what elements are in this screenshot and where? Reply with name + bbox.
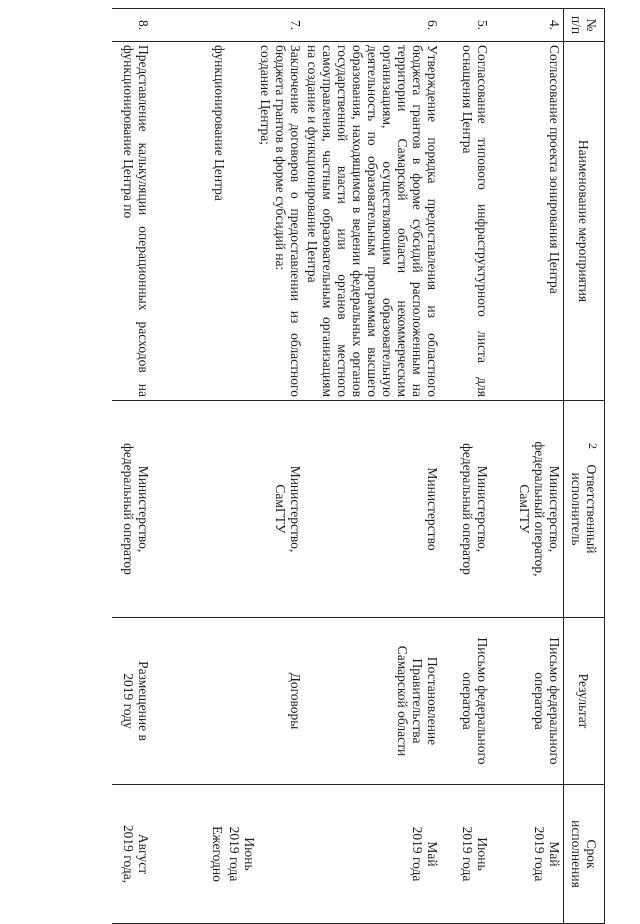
header-name: Наименование мероприятия bbox=[564, 42, 605, 401]
row-executor: Министерство, федеральный оператор, СамГТУ bbox=[491, 401, 564, 618]
row-result: Размещение в 2019 году bbox=[112, 618, 152, 785]
page-number: 2 bbox=[586, 443, 600, 449]
header-number bbox=[564, 9, 605, 42]
row-result: Договоры bbox=[152, 618, 304, 785]
table-row bbox=[491, 9, 564, 924]
row-executor: Министерство, федеральный оператор bbox=[112, 401, 152, 618]
table-row bbox=[112, 9, 152, 924]
row-name: Согласование проекта зонирования Центра bbox=[491, 42, 564, 401]
row-executor: Министерство, СамГТУ bbox=[152, 401, 304, 618]
table-header-row bbox=[564, 9, 605, 924]
rotated-page bbox=[70, 8, 605, 888]
row-name: Представление калькуляции операционных расходов на функционирование Центра по bbox=[112, 42, 152, 401]
row-result: Письмо федерального оператора bbox=[441, 618, 491, 785]
row-name-cell bbox=[152, 42, 304, 401]
header-number-text: № п/п bbox=[569, 15, 599, 35]
row-result: Письмо федерального оператора bbox=[491, 618, 564, 785]
header-deadline bbox=[564, 785, 605, 924]
row-deadline-sub-operate: Ежегодно bbox=[210, 826, 225, 882]
header-result: Результат bbox=[564, 618, 605, 785]
row-number: 7. bbox=[152, 9, 304, 42]
row-deadline: Август 2019 года, bbox=[112, 785, 152, 924]
row-name-sub-operate: функционирование Центра bbox=[212, 45, 227, 201]
events-table bbox=[112, 8, 605, 924]
row-executor: Министерство, федеральный оператор bbox=[441, 401, 491, 618]
row-number: 6. bbox=[304, 9, 441, 42]
row-name: Утверждение порядка предоставления из областного бюджета грантов в форме субсидий расположенным на территории Самарской области некоммерческим организациям, осуществляющим образовательную деятельность по образовательным программам высшего образования, находящимся в ведении федеральных органов государственной власти или органов местного самоуправления, частным образовательным организациям на создание и функционирование Центра bbox=[304, 42, 441, 401]
row-number: 8. bbox=[112, 9, 152, 42]
row-result: Постановление Правительства Самарской области bbox=[304, 618, 441, 785]
row-name: Заключение договоров о предоставлении из областного бюджета грантов в форме субсидий на: bbox=[273, 45, 303, 397]
row-deadline: Июнь 2019 года bbox=[441, 785, 491, 924]
row-deadline: Май 2019 года bbox=[491, 785, 564, 924]
table-row bbox=[441, 9, 491, 924]
row-name: Согласование типового инфраструктурного листа для оснащения Центра bbox=[441, 42, 491, 401]
row-deadline-cell bbox=[152, 785, 304, 924]
header-executor-text: Ответственный исполнитель bbox=[569, 464, 599, 554]
table-row bbox=[304, 9, 441, 924]
row-name-sub-create: создание Центра; bbox=[258, 45, 273, 146]
header-deadline-text: Срок исполнения bbox=[569, 820, 599, 888]
row-deadline: Май 2019 года bbox=[304, 785, 441, 924]
row-number: 5. bbox=[441, 9, 491, 42]
header-executor bbox=[564, 401, 605, 618]
table-row bbox=[152, 9, 304, 924]
row-deadline-sub-create: Июнь 2019 года bbox=[227, 826, 257, 882]
row-number: 4. bbox=[491, 9, 564, 42]
row-executor: Министерство bbox=[304, 401, 441, 618]
